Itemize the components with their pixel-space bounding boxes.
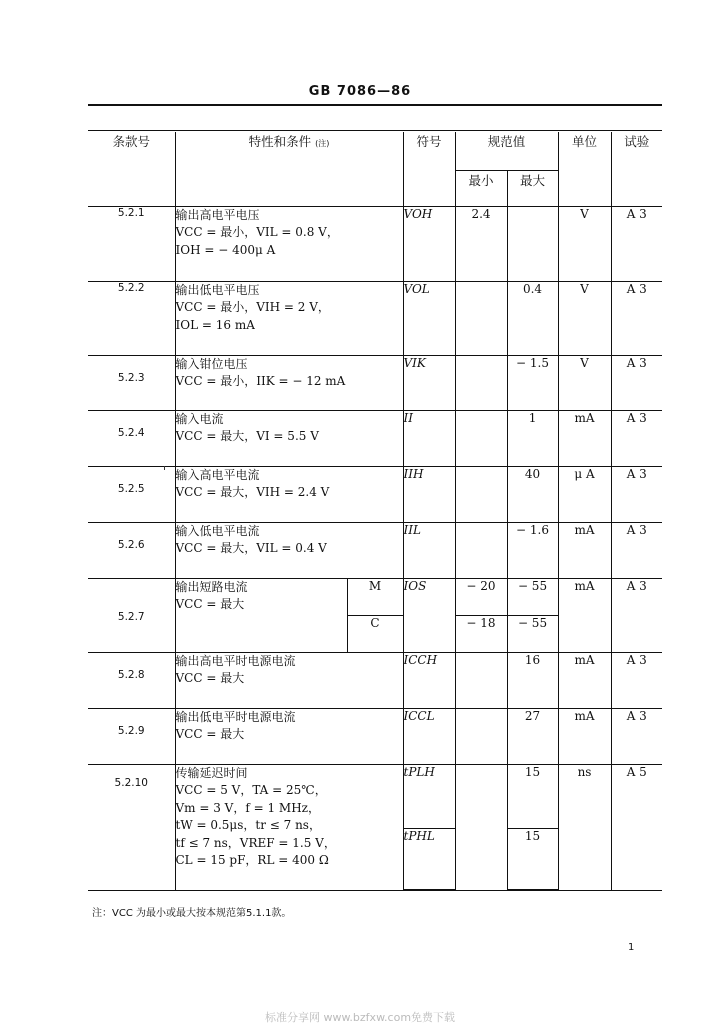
max-value: 15: [507, 828, 558, 890]
parameter-name: 输出高电平时电源电流: [175, 653, 296, 668]
max-value: [507, 206, 558, 281]
test-cell: A 3: [611, 652, 662, 708]
table-row: [88, 578, 662, 615]
condition-line: tW = 0.5μs，tr ≤ 7 ns，: [175, 818, 321, 832]
clause-number: 5.2.6: [88, 522, 175, 578]
condition-line: Vm = 3 V，f = 1 MHz，: [175, 800, 320, 815]
condition-line: IOL = 16 mA: [175, 317, 255, 332]
condition-line: VCC = 最小，VIH = 2 V，: [175, 300, 330, 314]
max-value: 15: [507, 764, 558, 828]
table-row: [88, 652, 662, 708]
parameter-name: 输入电流: [175, 411, 224, 426]
clause-number: 5.2.5: [88, 466, 175, 522]
variant-label: C: [347, 615, 403, 652]
symbol-cell: VIK: [403, 355, 455, 410]
symbol-cell: VOH: [403, 206, 455, 281]
unit-cell: ns: [558, 764, 611, 890]
parameter-name: 输入高电平电流: [175, 467, 260, 482]
max-value: 1: [507, 410, 558, 466]
header-test: 试验: [611, 132, 662, 206]
test-cell: A 3: [611, 355, 662, 410]
test-cell: A 5: [611, 764, 662, 890]
condition-line: VCC = 5 V，TA = 25℃，: [175, 783, 327, 797]
clause-number: 5.2.3: [88, 355, 175, 410]
header-unit: 单位: [558, 132, 611, 206]
header-characteristics: [175, 132, 403, 206]
header-max: 最大: [507, 170, 558, 206]
unit-cell: mA: [558, 522, 611, 578]
condition-cell: [175, 410, 403, 466]
symbol-cell: IIL: [403, 522, 455, 578]
table-row: [88, 281, 662, 355]
condition-cell: [175, 466, 403, 522]
table-row: [88, 410, 662, 466]
symbol-cell: ICCH: [403, 652, 455, 708]
symbol-cell: tPLH: [403, 764, 455, 828]
table-row: [88, 355, 662, 410]
test-cell: A 3: [611, 206, 662, 281]
table-row: [88, 206, 662, 281]
test-cell: A 3: [611, 522, 662, 578]
unit-cell: mA: [558, 410, 611, 466]
min-value: [455, 410, 507, 466]
min-value: − 18: [455, 615, 507, 652]
condition-cell: [175, 206, 403, 281]
condition-line: CL = 15 pF，RL = 400 Ω: [175, 853, 329, 867]
clause-number: 5.2.8: [88, 652, 175, 708]
max-value: − 1.5: [507, 355, 558, 410]
max-value: 27: [507, 708, 558, 764]
test-cell: A 3: [611, 281, 662, 355]
condition-line: VCC = 最大: [175, 727, 245, 741]
min-value: [455, 764, 507, 890]
min-value: 2.4: [455, 206, 507, 281]
parameter-name: 输出短路电流: [175, 579, 248, 594]
specification-table: [88, 132, 662, 891]
condition-line: VCC = 最大: [175, 597, 245, 611]
header-note-ref: (注): [315, 139, 330, 148]
condition-line: VCC = 最大: [175, 671, 245, 685]
table-row: [88, 522, 662, 578]
symbol-cell: tPHL: [403, 828, 455, 890]
variant-label: M: [347, 578, 403, 615]
condition-cell: [175, 281, 403, 355]
clause-number: 5.2.2: [88, 281, 175, 355]
unit-cell: V: [558, 355, 611, 410]
min-value: [455, 522, 507, 578]
test-cell: A 3: [611, 708, 662, 764]
clause-number: 5.2.10: [88, 764, 175, 890]
table-top-rule: [88, 130, 662, 131]
scan-speck: [164, 466, 165, 470]
min-value: [455, 652, 507, 708]
header-symbol: 符号: [403, 132, 455, 206]
condition-line: VCC = 最小，IIK = − 12 mA: [175, 374, 346, 388]
symbol-cell: II: [403, 410, 455, 466]
unit-cell: mA: [558, 578, 611, 652]
min-value: [455, 281, 507, 355]
unit-cell: V: [558, 281, 611, 355]
parameter-name: 传输延迟时间: [175, 765, 248, 780]
page-number: 1: [628, 942, 635, 953]
min-value: [455, 355, 507, 410]
table-row: [88, 764, 662, 828]
watermark: 标准分享网 www.bzfxw.com免费下载: [264, 1011, 456, 1024]
table-row: [88, 466, 662, 522]
condition-line: IOH = − 400μ A: [175, 242, 276, 257]
condition-cell: [175, 652, 403, 708]
condition-cell: [175, 578, 347, 652]
header-rule: [88, 104, 662, 106]
test-cell: A 3: [611, 410, 662, 466]
clause-number: 5.2.1: [88, 206, 175, 281]
max-value: − 1.6: [507, 522, 558, 578]
condition-line: VCC = 最大，VIL = 0.4 V: [175, 541, 327, 555]
clause-number: 5.2.7: [88, 578, 175, 652]
unit-cell: V: [558, 206, 611, 281]
condition-cell: [175, 355, 403, 410]
unit-cell: mA: [558, 708, 611, 764]
parameter-name: 输入低电平电流: [175, 523, 260, 538]
symbol-cell: IIH: [403, 466, 455, 522]
symbol-cell: VOL: [403, 281, 455, 355]
condition-cell: [175, 522, 403, 578]
clause-number: 5.2.4: [88, 410, 175, 466]
clause-number: 5.2.9: [88, 708, 175, 764]
condition-cell: [175, 764, 403, 890]
condition-line: tf ≤ 7 ns，VREF = 1.5 V，: [175, 835, 336, 850]
test-cell: A 3: [611, 466, 662, 522]
max-value: − 55: [507, 615, 558, 652]
condition-line: VCC = 最小，VIL = 0.8 V，: [175, 225, 339, 239]
symbol-cell: IOS: [403, 578, 455, 652]
condition-line: VCC = 最大，VIH = 2.4 V: [175, 485, 330, 499]
max-value: 40: [507, 466, 558, 522]
parameter-name: 输出低电平时电源电流: [175, 709, 296, 724]
parameter-name: 输出低电平电压: [175, 282, 260, 297]
header-clause: 条款号: [88, 132, 175, 206]
condition-line: VCC = 最大，VI = 5.5 V: [175, 429, 319, 443]
parameter-name: 输入钳位电压: [175, 356, 248, 371]
header-spec-value: 规范值: [455, 132, 558, 170]
max-value: 16: [507, 652, 558, 708]
min-value: [455, 466, 507, 522]
table-row: [88, 708, 662, 764]
parameter-name: 输出高电平电压: [175, 207, 260, 222]
min-value: [455, 708, 507, 764]
condition-cell: [175, 708, 403, 764]
footnote: 注：VCC 为最小或最大按本规范第5.1.1款。: [92, 908, 292, 919]
document-code: GB 7086—86: [308, 84, 412, 99]
header-characteristics-label: 特性和条件: [248, 134, 312, 149]
max-value: − 55: [507, 578, 558, 615]
unit-cell: μ A: [558, 466, 611, 522]
unit-cell: mA: [558, 652, 611, 708]
test-cell: A 3: [611, 578, 662, 652]
symbol-cell: ICCL: [403, 708, 455, 764]
max-value: 0.4: [507, 281, 558, 355]
min-value: − 20: [455, 578, 507, 615]
header-min: 最小: [455, 170, 507, 206]
